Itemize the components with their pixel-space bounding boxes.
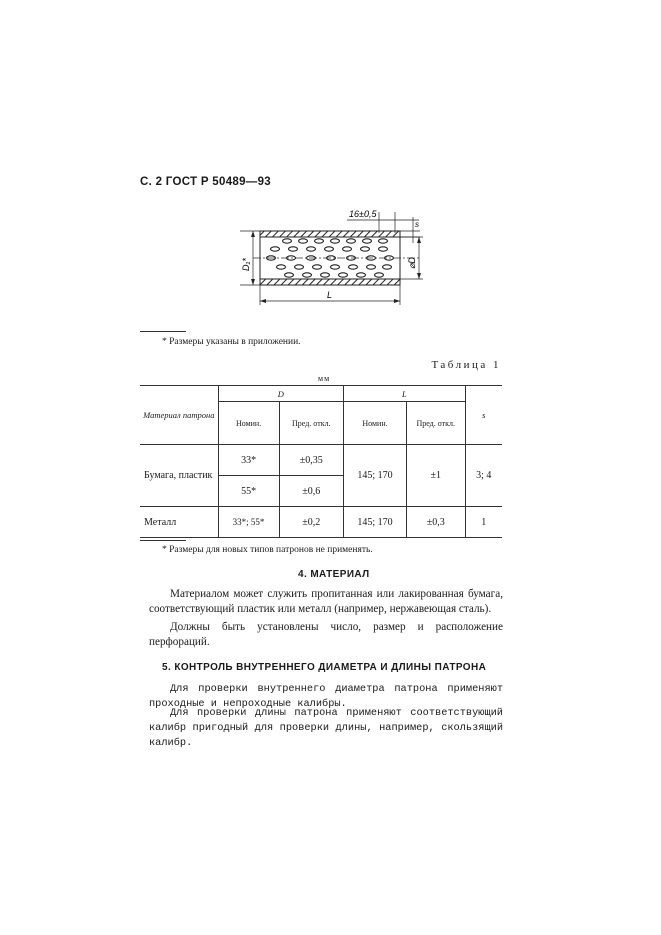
cell-L-nom: 145; 170 xyxy=(344,445,407,507)
header-L: L xyxy=(344,386,466,402)
cell-material: Металл xyxy=(140,507,218,538)
cell-s: 3; 4 xyxy=(465,445,502,507)
table-unit: мм xyxy=(318,374,331,383)
cell-s: 1 xyxy=(465,507,502,538)
section-5-title: 5. КОНТРОЛЬ ВНУТРЕННЕГО ДИАМЕТРА И ДЛИНЫ ПАТРОНА xyxy=(162,662,487,673)
wall-thickness-label: s xyxy=(415,220,419,229)
section-5-paragraph-2: Для проверки длины патрона применяют соответствующий калибр пригодный для проверки длины, например, скользящий калибр. xyxy=(149,707,503,749)
length-label: L xyxy=(327,290,333,300)
table-caption: Таблица 1 xyxy=(431,359,501,371)
cell-L-tol: ±1 xyxy=(406,445,465,507)
table-footnote-rule xyxy=(140,540,186,541)
header-D-tol: Пред. откл. xyxy=(279,402,344,445)
figure-footnote-rule xyxy=(140,331,186,332)
cell-D-nom: 55* xyxy=(218,476,279,507)
cell-D-nom: 33*; 55* xyxy=(218,507,279,538)
cell-L-tol: ±0,3 xyxy=(406,507,465,538)
header-material: Материал патрона xyxy=(140,386,218,445)
cell-D-tol: ±0,6 xyxy=(279,476,344,507)
table-footnote: * Размеры для новых типов патронов не применять. xyxy=(162,545,373,555)
outer-diameter-label: D₁* xyxy=(241,258,251,271)
table-row xyxy=(140,445,502,476)
pitch-label: 16±0,5 xyxy=(349,209,377,219)
header-s: s xyxy=(465,386,502,445)
page-header: С. 2 ГОСТ Р 50489—93 xyxy=(140,176,271,188)
section-4-paragraph-1: Материалом может служить пропитанная или лакированная бумага, соответствующий пластик или металл (например, нержавеющая сталь). xyxy=(149,588,503,615)
cell-D-tol: ±0,2 xyxy=(279,507,344,538)
header-D-nom: Номин. xyxy=(218,402,279,445)
core-drawing xyxy=(235,203,435,308)
section-4-paragraph-2: Должны быть установлены число, размер и расположение перфораций. xyxy=(149,621,503,648)
header-L-nom: Номин. xyxy=(344,402,407,445)
table-row xyxy=(140,507,502,538)
cell-D-tol: ±0,35 xyxy=(279,445,344,476)
core-dimensions-table xyxy=(140,385,502,538)
figure-footnote: * Размеры указаны в приложении. xyxy=(162,337,301,347)
core-bottom-wall xyxy=(260,279,400,285)
cell-L-nom: 145; 170 xyxy=(344,507,407,538)
header-L-tol: Пред. откл. xyxy=(406,402,465,445)
header-D: D xyxy=(218,386,343,402)
cell-D-nom: 33* xyxy=(218,445,279,476)
inner-diameter-label: ⌀D xyxy=(407,257,417,269)
section-4-title: 4. МАТЕРИАЛ xyxy=(298,569,370,580)
section-5-paragraph-1: Для проверки внутреннего диаметра патрона применяют проходные и непроходные калибры. xyxy=(149,683,503,710)
cell-material: Бумага, пластик xyxy=(140,445,218,507)
